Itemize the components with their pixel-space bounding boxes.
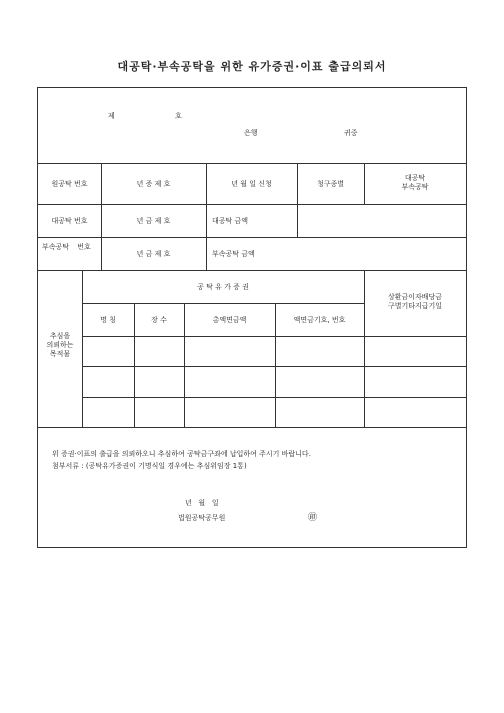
request-form	[37, 87, 467, 548]
divider	[82, 303, 364, 304]
deposit-type-options: 대공탁 부속공탁	[401, 174, 429, 192]
divider	[38, 427, 466, 428]
column-name: 명 칭	[100, 316, 116, 324]
original-deposit-number-value: 년 증 제 호	[136, 180, 171, 188]
divider	[38, 204, 466, 205]
divider	[82, 366, 466, 367]
number-suffix: 호	[175, 112, 182, 120]
request-date: 년 월 일	[185, 499, 219, 507]
number-prefix: 제	[108, 112, 115, 120]
payment-info-header: 상환금이자배당금 구별기타지급기일	[387, 293, 443, 311]
court-officer-label: 법원공탁공무원	[178, 514, 226, 522]
substitute-deposit-number-label: 대공탁 번호	[51, 217, 88, 225]
divider	[82, 336, 466, 337]
divider	[38, 163, 466, 164]
column-total-face-amount: 총액면금액	[212, 316, 247, 324]
divider	[38, 237, 466, 238]
original-deposit-number-label: 원공탁 번호	[51, 180, 88, 188]
seal-mark: ㊞	[308, 513, 318, 523]
request-statement: 위 증권·이표의 출급을 의뢰하오니 추심하여 공탁금구좌에 납입하여 주시기 바랍니다.	[52, 450, 311, 458]
ancillary-deposit-number-value: 년 금 제 호	[136, 250, 171, 258]
ancillary-deposit-amount-label: 부속공탁 금액	[212, 250, 255, 258]
substitute-deposit-amount-label: 대공탁 금액	[212, 217, 249, 225]
claim-type-label: 청구종별	[316, 180, 345, 188]
divider	[82, 270, 83, 427]
divider	[297, 163, 298, 237]
column-count: 장 수	[151, 316, 167, 324]
document-title: 대공탁·부속공탁을 위한 유가증권·이표 출급의뢰서	[117, 60, 387, 73]
securities-group-header: 공 탁 유 가 증 권	[197, 283, 249, 291]
column-face-symbol-number: 액면금기호, 번호	[293, 316, 346, 324]
attachment-note: 첨부서류 : (공탁유가증권이 기명식일 경우에는 추심위임장 1통)	[52, 462, 247, 470]
recipient-label: 귀중	[344, 129, 358, 137]
divider	[82, 397, 466, 398]
bank-label: 은행	[244, 129, 258, 137]
collection-object-label: 추심을 의뢰하는 목적물	[46, 332, 74, 359]
substitute-deposit-number-value: 년 금 제 호	[136, 217, 171, 225]
ancillary-deposit-number-label: 부속공탁 번호	[42, 243, 91, 251]
application-date-label: 년 월 일 신청	[231, 180, 272, 188]
divider	[38, 270, 466, 271]
